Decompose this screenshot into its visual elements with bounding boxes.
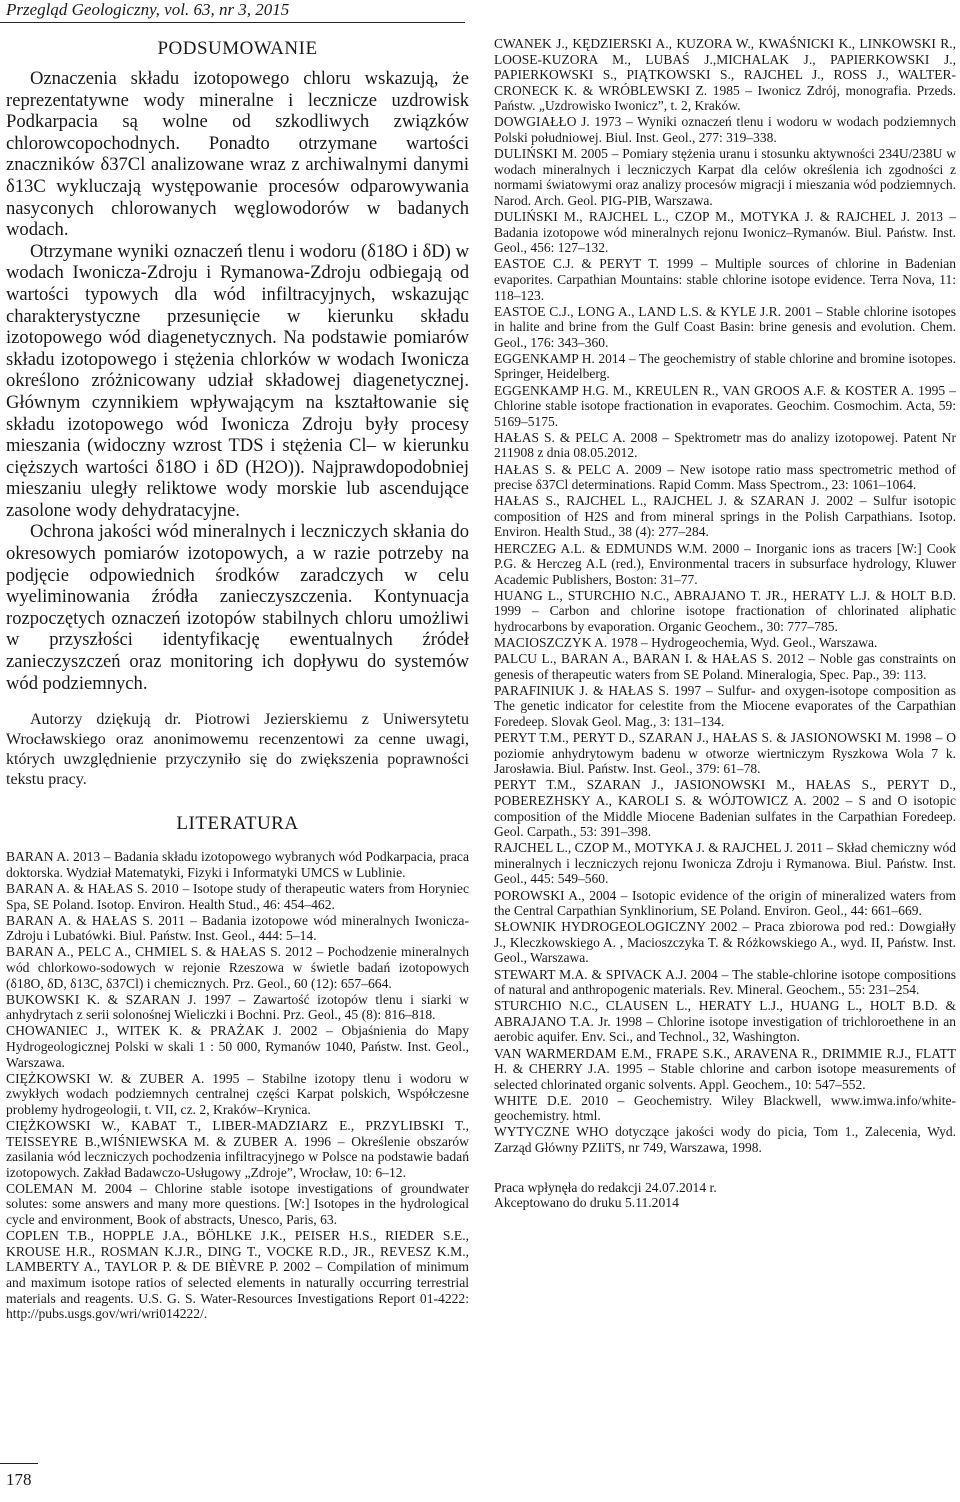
reference-entry: CIĘŻKOWSKI W., KABAT T., LIBER-MADZIARZ E., PRZYLIBSKI T., TEISSEYRE B.,WIŚNIEWSKA M. & ZUBER A. 1996 – Określenie obszarów zasilania wód leczniczych pochodzenia infiltracyjnego w Polsce na podstawie badań izotopowych. Zakład Badawczo-Usługowy „Zdroje”, Wrocław, 10: 6–12.	[6, 1118, 469, 1180]
reference-entry: DULIŃSKI M. 2005 – Pomiary stężenia uranu i stosunku aktywności 234U/238U w wodach mineralnych i leczniczych Karpat dla celów określenia ich zgodności z normami światowymi oraz analizy procesów migracji i mieszania wód podziemnych. Narod. Arch. Geol. PIG-PIB, Warszawa.	[494, 146, 956, 208]
reference-entry: HAŁAS S. & PELC A. 2008 – Spektrometr mas do analizy izotopowej. Patent Nr 211908 z dnia 08.05.2012.	[494, 429, 956, 461]
reference-entry: BARAN A. & HAŁAS S. 2011 – Badania izotopowe wód mineralnych Iwonicza-Zdroju i Lubatówki. Biul. Państw. Inst. Geol., 444: 5–14.	[6, 912, 469, 944]
running-header: Przegląd Geologiczny, vol. 63, nr 3, 2015	[6, 0, 290, 19]
reference-entry: DULIŃSKI M., RAJCHEL L., CZOP M., MOTYKA J. & RAJCHEL J. 2013 – Badania izotopowe wód mineralnych rejonu Iwonicz–Rymanów. Biul. Państw. Inst. Geol., 456: 127–132.	[494, 209, 956, 256]
left-column	[6, 38, 469, 1322]
summary-paragraph-3: Ochrona jakości wód mineralnych i leczniczych skłania do okresowych pomiarów izotopowych, a w razie potrzeby na podjęcie odpowiednich środków zaradczych w celu wyeliminowania źródła zanieczyszczenia. Kontynuacja rozpoczętych oznaczeń izotopów stabilnych chloru umożliwi w przyszłości identyfikację ewentualnych źródeł zanieczyszczeń oraz monitoring ich dopływu do systemów wód podziemnych.	[6, 521, 469, 694]
reference-entry: CWANEK J., KĘDZIERSKI A., KUZORA W., KWAŚNICKI K., LINKOWSKI R., LOOSE-KUZORA M., LUBAŚ J.,MICHALAK J., PAPIERKOWSKI J., PAPIERKOWSKI S., PIĄTKOWSKI S., RAJCHEL J., ROSS J., WALTER-CRONECK K. & WRÓBLEWSKI Z. 1985 – Iwonicz Zdrój, monografia. Przeds. Państw. „Uzdrowisko Iwonicz”, t. 2, Kraków.	[494, 36, 956, 114]
reference-list-left	[6, 849, 469, 1321]
reference-entry: DOWGIAŁŁO J. 1973 – Wyniki oznaczeń tlenu i wodoru w wodach podziemnych Polski południowej. Biul. Inst. Geol., 277: 319–338.	[494, 114, 956, 146]
right-column	[494, 36, 956, 1211]
reference-list-right	[494, 36, 956, 1156]
reference-entry: HERCZEG A.L. & EDMUNDS W.M. 2000 – Inorganic ions as tracers [W:] Cook P.G. & Herczeg A.L (red.), Environmental tracers in subsurface hydrology, Kluwer Academic Publishers, Boston: 31–77.	[494, 540, 956, 587]
reference-entry: COLEMAN M. 2004 – Chlorine stable isotope investigations of groundwater solutes: some answers and many more questions. [W:] Isotopes in the hydrological cycle and environment, Book of abstracts, Unesco, Paris, 63.	[6, 1180, 469, 1228]
reference-entry: COPLEN T.B., HOPPLE J.A., BÖHLKE J.K., PEISER H.S., RIEDER S.E., KROUSE H.R., ROSMAN K.J.R., DING T., VOCKE R.D., JR., REVESZ K.M., LAMBERTY A., TAYLOR P. & DE BIÈVRE P. 2002 – Compilation of minimum and maximum isotope ratios of selected elements in naturally occurring terrestrial materials and reagents. U.S. G. S. Water-Resources Investigations Report 01-4222: http://pubs.usgs.gov/wri/wri014222/.	[6, 1228, 469, 1322]
page-number: 178	[6, 1470, 32, 1489]
reference-entry: EASTOE C.J. & PERYT T. 1999 – Multiple sources of chlorine in Badenian evaporites. Carpathian Mountains: stable chlorine isotope evidence. Terra Nova, 11: 118–123.	[494, 256, 956, 303]
reference-entry: EASTOE C.J., LONG A., LAND L.S. & KYLE J.R. 2001 – Stable chlorine isotopes in halite and brine from the Gulf Coast Basin: brine genesis and evolution. Chem. Geol., 176: 343–360.	[494, 303, 956, 350]
header-rule	[0, 22, 465, 23]
reference-entry: BUKOWSKI K. & SZARAN J. 1997 – Zawartość izotopów tlenu i siarki w anhydrytach z serii solonośnej Wieliczki i Bochni. Prz. Geol., 45 (8): 816–818.	[6, 991, 469, 1023]
reference-entry: HAŁAS S. & PELC A. 2009 – New isotope ratio mass spectrometric method of precise δ37Cl determinations. Rapid Comm. Mass Spectrom., 23: 1061–1064.	[494, 461, 956, 493]
reference-entry: BARAN A., PELC A., CHMIEL S. & HAŁAS S. 2012 – Pochodzenie mineralnych wód chlorkowo-sodowych w rejonie Rzeszowa w świetle badań izotopowych (δ18O, δD, δ13C, δ37Cl) i chemicznych. Prz. Geol., 60 (12): 657–664.	[6, 944, 469, 991]
reference-entry: CIĘŻKOWSKI W. & ZUBER A. 1995 – Stabilne izotopy tlenu i wodoru w zwykłych wodach podziemnych centralnej części Karpat polskich, Współczesne problemy hydrogeologii, t. VII, cz. 2, Kraków–Krynica.	[6, 1070, 469, 1117]
reference-entry: HUANG L., STURCHIO N.C., ABRAJANO T. JR., HERATY L.J. & HOLT B.D. 1999 – Carbon and chlorine isotope fractionation of chlorinated aliphatic hydrocarbons by evaporation. Organic Geochem., 30: 777–785.	[494, 587, 956, 634]
reference-entry: BARAN A. & HAŁAS S. 2010 – Isotope study of therapeutic waters from Horyniec Spa, SE Poland. Isotop. Environ. Health Stud., 46: 454–462.	[6, 881, 469, 912]
summary-paragraph-2: Otrzymane wyniki oznaczeń tlenu i wodoru (δ18O i δD) w wodach Iwonicza-Zdroju i Rymanowa-Zdroju odbiegają od wartości typowych dla wód infiltracyjnych, wskazując charakterystyczne przesunięcie w kierunku składu izotopowego wód diagenetycznych. Na podstawie pomiarów składu izotopowego i stężenia chlorków w wodach Iwonicza określono zróżnicowany udział składowej diagenetycznej. Głównym czynnikiem wpływającym na kształtowanie się składu izotopowego wód Iwonicza Zdroju były procesy mieszania (widoczny wzrost TDS i stężenia Cl– w kierunku cięższych wartości δ18O i δD (H2O)). Najprawdopodobniej mieszaniu uległy reliktowe wody morskie lub ascendujące zasolone wody dehydratacyjne.	[6, 240, 469, 521]
reference-entry: BARAN A. 2013 – Badania składu izotopowego wybranych wód Podkarpacia, praca doktorska. Wydział Matematyki, Fizyki i Informatyki UMCS w Lublinie.	[6, 849, 469, 880]
reference-entry: PALCU L., BARAN A., BARAN I. & HAŁAS S. 2012 – Noble gas constraints on genesis of therapeutic waters from SE Poland. Mineralogia, Spec. Pap., 39: 113.	[494, 651, 956, 682]
reference-entry: PERYT T.M., PERYT D., SZARAN J., HAŁAS S. & JASIONOWSKI M. 1998 – O poziomie anhydrytowym badenu w otworze wiertniczym Ryszkowa Wola 7 k. Jarosławia. Biul. Państw. Inst. Geol., 379: 61–78.	[494, 730, 956, 777]
reference-entry: SŁOWNIK HYDROGEOLOGICZNY 2002 – Praca zbiorowa pod red.: Dowgiałły J., Kleczkowskiego A. , Macioszczyka T. & Różkowskiego A., wyd. II, Państw. Inst. Geol., Warszawa.	[494, 919, 956, 966]
reference-entry: MACIOSZCZYK A. 1978 – Hydrogeochemia, Wyd. Geol., Warszawa.	[494, 635, 878, 651]
reference-entry: VAN WARMERDAM E.M., FRAPE S.K., ARAVENA R., DRIMMIE R.J., FLATT H. & CHERRY J.A. 1995 – Stable chlorine and carbon isotope measurements of selected chlorinated organic solvents. Appl. Geochem., 10: 547–552.	[494, 1045, 956, 1092]
reference-entry: PARAFINIUK J. & HAŁAS S. 1997 – Sulfur- and oxygen-isotope composition as The genetic indicator for celestite from the Miocene evaporates of the Carpathian Foredeep. Slovak Geol. Mag., 3: 131–134.	[494, 682, 956, 730]
reference-entry: EGGENKAMP H. 2014 – The geochemistry of stable chlorine and bromine isotopes. Springer, Heidelberg.	[494, 350, 956, 382]
footer-rule	[0, 1463, 38, 1464]
reference-entry: POROWSKI A., 2004 – Isotopic evidence of the origin of mineralized waters from the Central Carpathian Synklinorium, SE Poland. Environ. Geol., 44: 661–669.	[494, 887, 956, 919]
summary-heading: PODSUMOWANIE	[157, 38, 318, 59]
reference-entry: CHOWANIEC J., WITEK K. & PRAŻAK J. 2002 – Objaśnienia do Mapy Hydrogeologicznej Polski w skali 1 : 50 000, Rymanów 1040, Państw. Inst. Geol., Warszawa.	[6, 1023, 469, 1070]
reference-entry: STEWART M.A. & SPIVACK A.J. 2004 – The stable-chlorine isotope compositions of natural and anthropogenic materials. Rev. Mineral. Geochem., 55: 231–254.	[494, 966, 956, 998]
received-date: Praca wpłynęła do redakcji 24.07.2014 r.	[494, 1179, 717, 1195]
submission-notes	[494, 1180, 956, 1211]
reference-entry: STURCHIO N.C., CLAUSEN L., HERATY L.J., HUANG L., HOLT B.D. & ABRAJANO T.A. Jr. 1998 – Chlorine isotope investigation of trichloroethene in an aerobic aquifer. Env. Sci., and Technol., 32, Washington.	[494, 998, 956, 1045]
literature-heading: LITERATURA	[176, 813, 299, 835]
accepted-date: Akceptowano do druku 5.11.2014	[494, 1195, 679, 1211]
summary-paragraph-1: Oznaczenia składu izotopowego chloru wskazują, że reprezentatywne wody mineralne i lecznicze uzdrowisk Podkarpacia są wolne od szkodliwych związków chlorowcopochodnych. Ponadto otrzymane wartości znaczników δ37Cl analizowane wraz z archiwalnymi danymi δ13C wykluczają występowanie procesów odparowywania nasyconych chlorowanych węglowodorów w badanych wodach.	[6, 68, 469, 241]
reference-entry: WHITE D.E. 2010 – Geochemistry. Wiley Blackwell, www.imwa.info/white-geochemistry. html.	[494, 1092, 956, 1124]
reference-entry: RAJCHEL L., CZOP M., MOTYKA J. & RAJCHEL J. 2011 – Skład chemiczny wód mineralnych i leczniczych rejonu Iwonicza Zdroju i Rymanowa. Biul. Państw. Inst. Geol., 445: 549–560.	[494, 840, 956, 887]
reference-entry: HAŁAS S., RAJCHEL L., RAJCHEL J. & SZARAN J. 2002 – Sulfur isotopic composition of H2S and from mineral springs in the Polish Carpathians. Isotop. Environ. Health Stud., 38 (4): 277–284.	[494, 493, 956, 540]
reference-entry: WYTYCZNE WHO dotyczące jakości wody do picia, Tom 1., Zalecenia, Wyd. Zarząd Główny PZIiTS, nr 749, Warszawa, 1998.	[494, 1124, 956, 1156]
reference-entry: PERYT T.M., SZARAN J., JASIONOWSKI M., HAŁAS S., PERYT D., POBEREZHSKY A., KAROLI S. & WÓJTOWICZ A. 2002 – S and O isotopic composition of the Middle Miocene Badenian sulfates in the Carpathian Foredeep. Geol. Carpath., 53: 391–398.	[494, 777, 956, 840]
acknowledgement: Autorzy dziękują dr. Piotrowi Jezierskiemu z Uniwersytetu Wrocławskiego oraz anonimowemu recenzentowi za cenne uwagi, których uwzględnienie przyczyniło się do zwiększenia poprawności tekstu pracy.	[6, 711, 469, 788]
reference-entry: EGGENKAMP H.G. M., KREULEN R., VAN GROOS A.F. & KOSTER A. 1995 – Chlorine stable isotope fractionation in evaporates. Geochim. Cosmochim. Acta, 59: 5169–5175.	[494, 382, 956, 429]
